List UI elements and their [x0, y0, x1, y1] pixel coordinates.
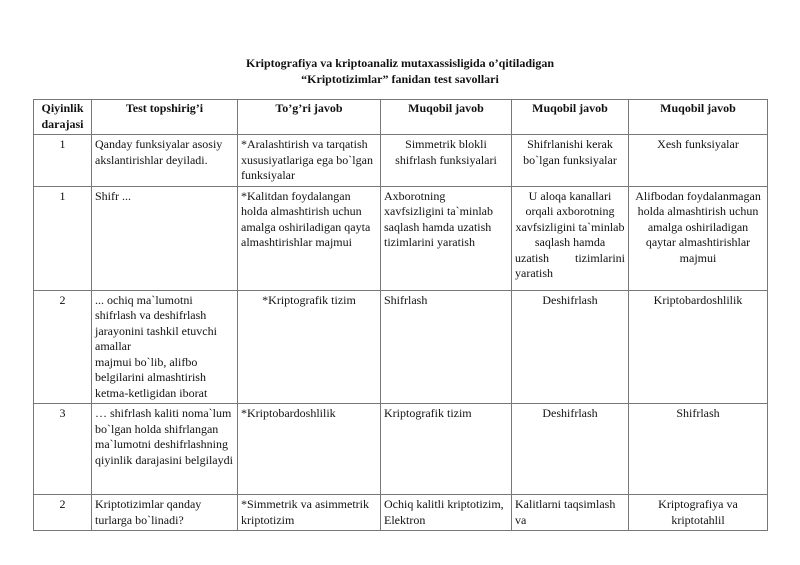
header-correct-answer: To’g’ri javob [238, 100, 381, 135]
table-row [34, 404, 768, 495]
difficulty-cell: 3 [34, 404, 92, 495]
alternative-cell: Ochiq kalitli kriptotizim, Elektron [381, 495, 512, 531]
alternative-cell: Kriptobardoshlilik [629, 290, 768, 404]
test-questions-table [33, 99, 768, 531]
alternative-cell [512, 186, 629, 290]
difficulty-cell: 1 [34, 135, 92, 187]
alternative-cell: Xesh funksiyalar [629, 135, 768, 187]
question-text-part: majmui bo`lib, alifbo belgilarini almashtirish ketma-ketligidan iborat [95, 354, 208, 400]
alternative-cell: Kriptografik tizim [381, 404, 512, 495]
table-header-row [34, 100, 768, 135]
header-question: Test topshirig’i [92, 100, 238, 135]
alternative-cell: Alifbodan foydalanmagan holda almashtirish uchun amalga oshiriladigan qaytar almashtirishlar majmui [629, 186, 768, 290]
question-cell: Qanday funksiyalar asosiy akslantirishlar deyiladi. [92, 135, 238, 187]
table-row [34, 186, 768, 290]
header-alternative-1: Muqobil javob [381, 100, 512, 135]
alternative-text-part: U aloqa kanallari orqali axborotning xavfsizligini ta`minlab saqlash hamda [515, 188, 625, 249]
question-text-part: qiyinlik darajasini belgilaydi [95, 452, 233, 467]
alternative-cell: Axborotning xavfsizligini ta`minlab saqlash hamda uzatish tizimlarini yaratish [381, 186, 512, 290]
correct-answer-cell: *Aralashtirish va tarqatish xususiyatlariga ega bo`lgan funksiyalar [238, 135, 381, 187]
question-text-part: ... ochiq ma`lumotni shifrlash va deshifrlash jarayonini tashkil etuvchi amallar [95, 292, 217, 353]
alternative-text-part: uzatish tizimlarini [515, 250, 625, 265]
alternative-cell: Kriptografiya va kriptotahlil [629, 495, 768, 531]
alternative-cell: Deshifrlash [512, 290, 629, 404]
alternative-cell: Shifrlanishi kerak bo`lgan funksiyalar [512, 135, 629, 187]
header-alternative-3: Muqobil javob [629, 100, 768, 135]
correct-answer-cell: *Kriptobardoshlilik [238, 404, 381, 495]
table-row [34, 290, 768, 404]
alternative-cell: Kalitlarni taqsimlash va [512, 495, 629, 531]
document-title-line1: Kriptografiya va kriptoanaliz mutaxassisligida o’qitiladigan [245, 56, 555, 70]
alternative-cell: Deshifrlash [512, 404, 629, 495]
question-cell: Kriptotizimlar qanday turlarga bo`linadi? [92, 495, 238, 531]
question-cell [92, 290, 238, 404]
question-text-part: … shifrlash kaliti noma`lum bo`lgan holda shifrlangan ma`lumotni deshifrlashning [95, 406, 232, 451]
table-row [34, 135, 768, 187]
correct-answer-cell: *Kalitdan foydalangan holda almashtirish uchun amalga oshiriladigan qayta almashtirishlar majmui [238, 186, 381, 290]
difficulty-cell: 2 [34, 495, 92, 531]
header-alternative-2: Muqobil javob [512, 100, 629, 135]
difficulty-cell: 1 [34, 186, 92, 290]
alternative-cell: Shifrlash [381, 290, 512, 404]
alternative-cell: Shifrlash [629, 404, 768, 495]
question-cell [92, 404, 238, 495]
difficulty-cell: 2 [34, 290, 92, 404]
table-row [34, 495, 768, 531]
header-difficulty: Qiyinlik darajasi [34, 100, 92, 135]
document-title-line2: “Kriptotizimlar” fanidan test savollari [301, 72, 499, 86]
alternative-cell: Simmetrik blokli shifrlash funksiyalari [381, 135, 512, 187]
correct-answer-cell: *Kriptografik tizim [238, 290, 381, 404]
question-cell: Shifr ... [92, 186, 238, 290]
alternative-text-part: yaratish [515, 266, 553, 280]
correct-answer-cell: *Simmetrik va asimmetrik kriptotizim [238, 495, 381, 531]
